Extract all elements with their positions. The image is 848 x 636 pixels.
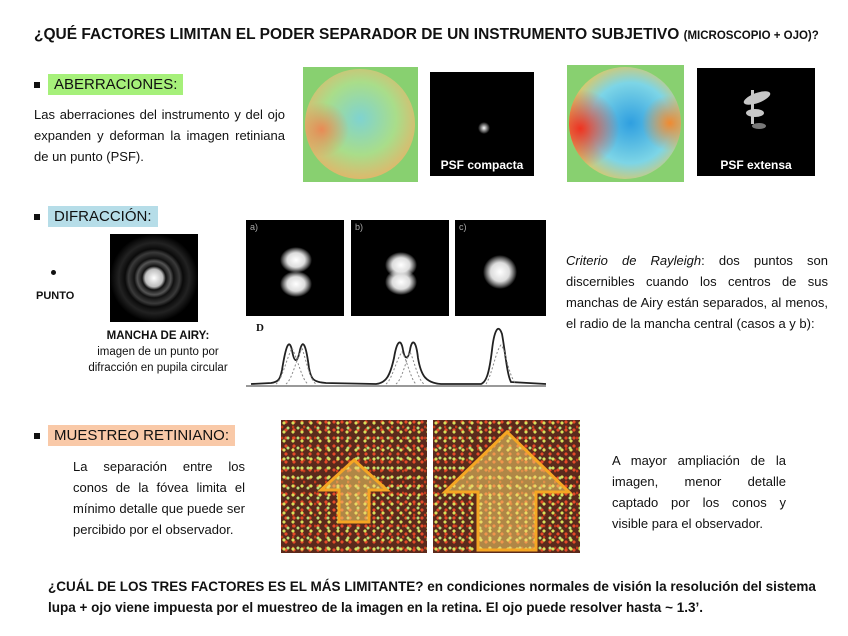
conclusion	[48, 576, 828, 618]
wavefront-map-extended-graphic	[567, 65, 684, 182]
airy-disk-image	[110, 234, 198, 322]
wavefront-map-compact	[303, 67, 418, 182]
bullet-icon	[34, 214, 40, 220]
intensity-profiles	[246, 320, 546, 390]
large-arrow-icon	[433, 420, 580, 553]
muestreo-left-text: La separación entre los conos de la fóvea limita el mínimo detalle que puede ser percibido por el observador.	[73, 459, 245, 537]
rayleigh-criterion	[566, 250, 828, 334]
conclusion-answer: en condiciones normales de visión la resolución del sistema lupa + ojo viene impuesta por el muestreo de la imagen en la retina. El ojo puede resolver hasta ~ 1.3’.	[48, 579, 816, 615]
psf-extended-label: PSF extensa	[720, 158, 792, 172]
conclusion-question: ¿CUÁL DE LOS TRES FACTORES ES EL MÁS LIMITANTE?	[48, 579, 424, 594]
page-title-main: ¿QUÉ FACTORES LIMITAN EL PODER SEPARADOR DE UN INSTRUMENTO SUBJETIVO	[34, 26, 680, 43]
diffraction-panel-b	[351, 220, 449, 316]
psf-compact-spot	[430, 72, 534, 152]
aberraciones-description: Las aberraciones del instrumento y del ojo expanden y deforman la imagen retiniana de un punto (PSF).	[34, 107, 285, 164]
psf-compact-label: PSF compacta	[440, 158, 524, 172]
bullet-icon	[34, 82, 40, 88]
difraccion-heading-label: DIFRACCIÓN:	[48, 206, 158, 227]
psf-compact-image	[430, 72, 534, 176]
airy-caption-text: imagen de un punto por difracción en pupila circular	[88, 346, 228, 374]
psf-extended-spot	[697, 68, 815, 154]
small-arrow-icon	[281, 420, 427, 553]
bullet-icon	[34, 433, 40, 439]
diffraction-panel-a-graphic	[246, 220, 344, 316]
airy-caption	[78, 328, 238, 376]
difraccion-heading	[34, 206, 158, 227]
diffraction-panel-c	[455, 220, 546, 316]
page-title-suffix: (MICROSCOPIO + OJO)?	[683, 30, 819, 42]
psf-extended-image	[697, 68, 815, 176]
cone-mosaic-large-arrow	[433, 420, 580, 553]
point-dot	[51, 270, 56, 275]
diffraction-panel-a	[246, 220, 344, 316]
diffraction-panel-b-graphic	[351, 220, 449, 316]
point-label: PUNTO	[36, 290, 75, 302]
intensity-profiles-label: D	[256, 322, 264, 334]
muestreo-right-text: A mayor ampliación de la imagen, menor detalle captado por los conos y visible para el observador.	[612, 453, 786, 531]
page-title	[34, 26, 819, 44]
aberraciones-heading-label: ABERRACIONES:	[48, 74, 183, 95]
diffraction-panel-c-graphic	[455, 220, 546, 316]
rayleigh-text: : dos puntos son discernibles cuando los centros de sus manchas de Airy están separados, al menos, el radio de la mancha central (casos a y b):	[566, 253, 828, 331]
diffraction-panel-c-label: c)	[459, 222, 467, 232]
airy-disk-graphic	[110, 234, 198, 322]
muestreo-heading-label: MUESTREO RETINIANO:	[48, 425, 235, 446]
airy-caption-title: MANCHA DE AIRY:	[106, 330, 210, 342]
diffraction-panel-b-label: b)	[355, 222, 364, 232]
muestreo-heading	[34, 425, 235, 446]
aberraciones-heading	[34, 74, 183, 95]
cone-mosaic-small-arrow	[281, 420, 427, 553]
wavefront-map-compact-graphic	[303, 67, 418, 182]
diffraction-panel-a-label: a)	[250, 222, 259, 232]
rayleigh-term: Criterio de Rayleigh	[566, 253, 702, 268]
intensity-profiles-graphic	[246, 320, 546, 390]
wavefront-map-extended	[567, 65, 684, 182]
